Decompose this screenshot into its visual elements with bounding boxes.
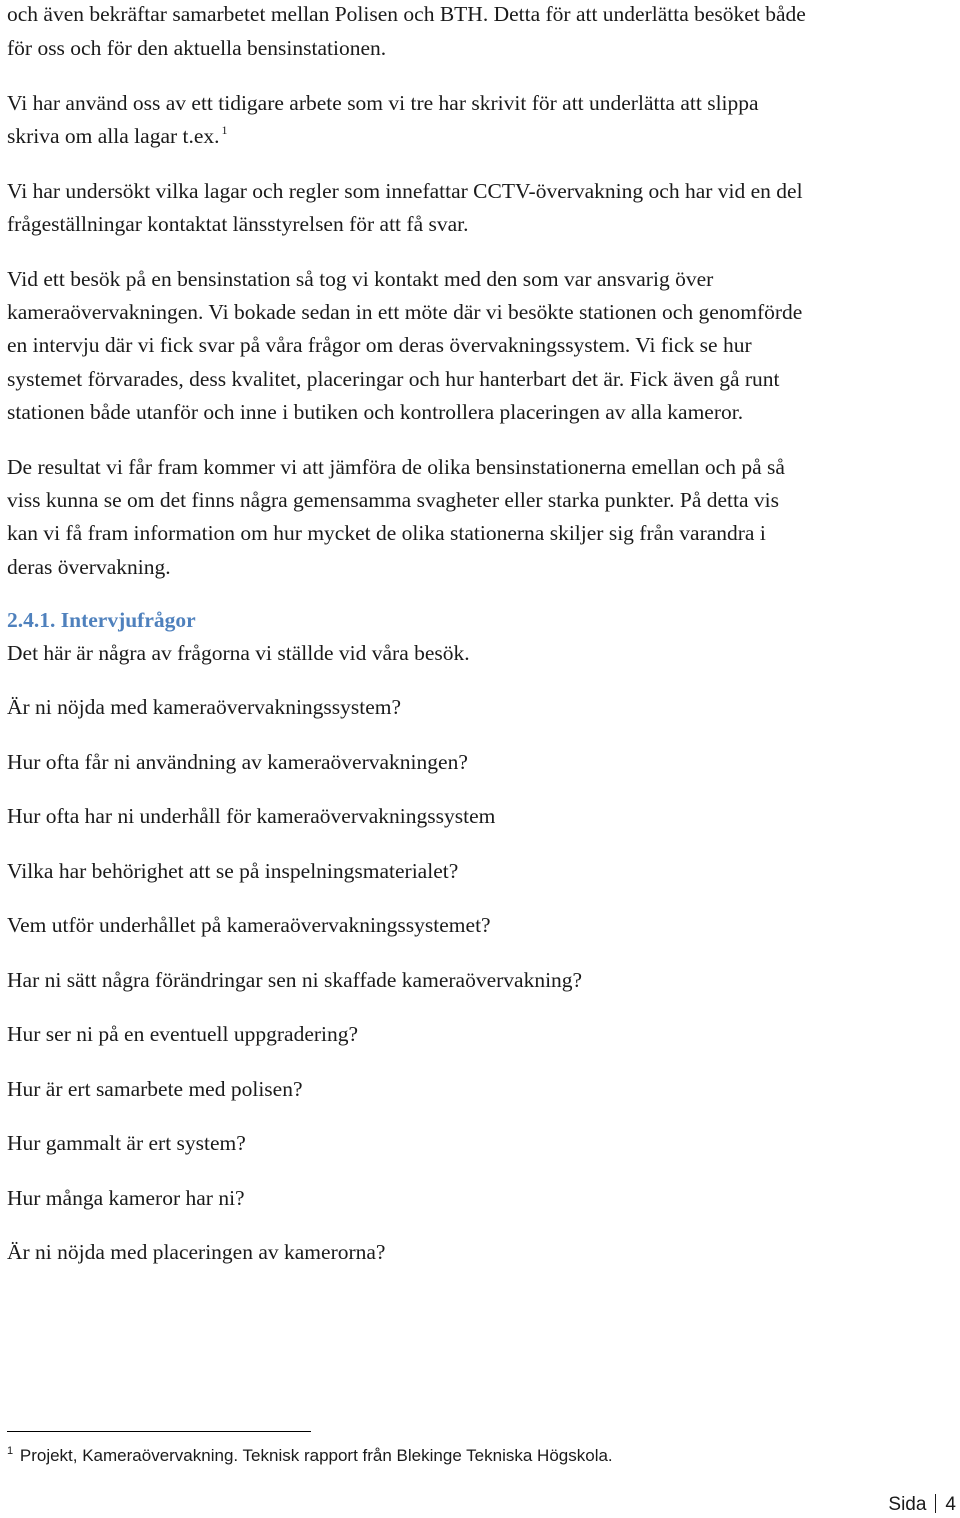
question-item: Är ni nöjda med kameraövervakningssystem? [7, 695, 402, 719]
page-number-value: 4 [945, 1494, 956, 1515]
paragraph-line: Vi har undersökt vilka lagar och regler som innefattar CCTV-övervakning och har vid en del [7, 179, 803, 203]
page-number-separator [935, 1494, 936, 1513]
section-title: Intervjufrågor [60, 608, 196, 632]
question-item: Vilka har behörighet att se på inspelningsmaterialet? [7, 859, 459, 883]
paragraph-line: frågeställningar kontaktat länsstyrelsen för att få svar. [7, 212, 469, 236]
question-item: Hur ser ni på en eventuell uppgradering? [7, 1022, 359, 1046]
paragraph-line [7, 123, 228, 148]
paragraph-line: Vid ett besök på en bensinstation så tog vi kontakt med den som var ansvarig över [7, 267, 714, 291]
footnote-mark: 1 [7, 1445, 14, 1457]
paragraph-line: för oss och för den aktuella bensinstationen. [7, 36, 387, 60]
paragraph-line: systemet förvarades, dess kvalitet, placeringar och hur hanterbart det är. Fick även gå runt [7, 367, 780, 391]
footnote [7, 1446, 613, 1466]
paragraph-line: kameraövervakningen. Vi bokade sedan in ett möte där vi besökte stationen och genomförde [7, 300, 803, 324]
question-item: Hur många kameror har ni? [7, 1186, 245, 1210]
question-item: Har ni sätt några förändringar sen ni skaffade kameraövervakning? [7, 968, 583, 992]
question-item: Hur ofta får ni användning av kameraövervakningen? [7, 750, 468, 774]
paragraph-line: stationen både utanför och inne i butiken och kontrollera placeringen av alla kameror. [7, 400, 744, 424]
paragraph-line: De resultat vi får fram kommer vi att jämföra de olika bensinstationerna emellan och på så [7, 455, 785, 479]
question-item: Vem utför underhållet på kameraövervakningssystemet? [7, 913, 491, 937]
page-label: Sida [888, 1494, 927, 1515]
paragraph-line: kan vi få fram information om hur mycket de olika stationerna skiljer sig från varandra i [7, 521, 766, 545]
question-item: Hur är ert samarbete med polisen? [7, 1077, 303, 1101]
paragraph-line: Vi har använd oss av ett tidigare arbete som vi tre har skrivit för att underlätta att slippa [7, 91, 759, 115]
question-item: Hur ofta har ni underhåll för kameraövervakningssystem [7, 804, 496, 828]
paragraph-line: och även bekräftar samarbetet mellan Polisen och BTH. Detta för att underlätta besöket både [7, 2, 806, 26]
paragraph-line: en intervju där vi fick svar på våra frågor om deras övervakningssystem. Vi fick se hur [7, 333, 752, 357]
paragraph-line: deras övervakning. [7, 555, 171, 579]
footnote-reference: 1 [221, 123, 228, 137]
footnote-divider [7, 1431, 311, 1432]
paragraph-line: viss kunna se om det finns några gemensamma svagheter eller starka punkter. På detta vis [7, 488, 779, 512]
question-item: Hur gammalt är ert system? [7, 1131, 246, 1155]
section-number: 2.4.1. [7, 608, 56, 632]
question-item: Är ni nöjda med placeringen av kamerorna? [7, 1240, 386, 1264]
page-number [888, 1494, 956, 1516]
paragraph-text: skriva om alla lagar t.ex. [7, 124, 220, 148]
footnote-text: Projekt, Kameraövervakning. Teknisk rapport från Blekinge Tekniska Högskola. [19, 1446, 613, 1465]
section-intro: Det här är några av frågorna vi ställde vid våra besök. [7, 641, 470, 665]
section-heading [7, 610, 196, 632]
